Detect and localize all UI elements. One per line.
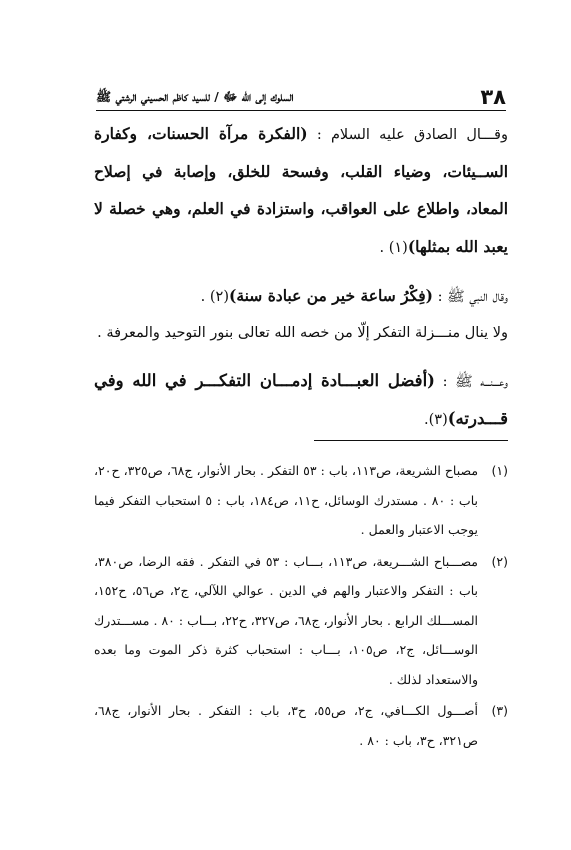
footnote-1 xyxy=(94,456,508,545)
hadith-quote: (فِكْرُ ساعة خير من عبادة سنة) xyxy=(228,286,433,305)
footnote-text: مصـــباح الشـــريعة، ص١١٣، بـــاب : ٥٣ في التفكر . فقه الرضا، ص٣٨٠، باب : التفكر والاعتبار والهم في الدين . عوالي اللآلي، ج٢، ص٥٦، ح١٥٢، المســـلك الرابع . بحار الأنوار، ج٦٨، ص٣٢٧، ح٢٢، بـــاب : ٨٠ . مســـتدرك الوســـائل، ج٢، ص١٠٥، بـــاب : استحباب كثرة ذكر الموت وما بعده والاستعداد لذلك . xyxy=(94,553,479,687)
hadith-quote: (الفكرة مرآة الحسنات، وكفارة الســيئات، وضياء القلب، وفسحة للخلق، وإصابة في إصلاح المعاد، واطلاع على العواقب، واستزادة في العلم، وهي خصلة لا يعبد الله بمثلها) xyxy=(94,124,508,256)
footnote-marker: (١) xyxy=(388,239,408,256)
paragraph-best-worship xyxy=(94,363,508,438)
footnote-number: (٢) xyxy=(491,553,508,569)
paragraph-lead: وعـــنـــه ﷺ : xyxy=(434,374,508,390)
page-number: ٣٨ xyxy=(480,85,506,109)
running-title: السلوك إلى الله ﷻ / للسيد كاظم الحسيني الرشتي ﷺ xyxy=(96,89,294,104)
paragraph-end: . xyxy=(423,411,429,428)
footnote-2 xyxy=(94,547,508,695)
header-rule xyxy=(96,110,506,111)
paragraph-end: . xyxy=(379,239,389,256)
footnote-text: أصـــول الكـــافي، ج٢، ص٥٥، ح٣، باب : التفكر . بحار الأنوار، ج٦٨، ص٣٢١، ح٣، باب : ٨٠ . xyxy=(94,703,478,748)
paragraph-lead: وقال النبي ﷺ : xyxy=(432,289,508,305)
paragraph-end: . xyxy=(200,289,210,305)
footnotes xyxy=(94,456,508,757)
footnote-separator xyxy=(314,440,508,441)
footnote-marker: (٣) xyxy=(428,411,448,428)
running-header xyxy=(96,86,506,110)
footnote-3 xyxy=(94,696,508,755)
footnote-number: (٣) xyxy=(491,703,508,718)
paragraph-tawhid: ولا ينال منـــزلة التفكر إلّا من خصه الله تعالى بنور التوحيد والمعرفة . xyxy=(97,324,508,341)
hadith-quote: (أفضل العبـــادة إدمـــان التفكـــر في الله وفي قـــدرته) xyxy=(94,371,508,428)
paragraph-lead: وقـــال الصادق عليه السلام : xyxy=(307,127,508,143)
main-text xyxy=(94,116,508,438)
footnote-marker: (٢) xyxy=(209,289,229,305)
footnote-number: (١) xyxy=(491,463,508,478)
paragraph-prophet-quote xyxy=(94,278,508,316)
paragraph-sadiq-quote xyxy=(94,116,508,266)
footnote-text: مصباح الشريعة، ص١١٣، باب : ٥٣ التفكر . بحار الأنوار، ج٦٨، ص٣٢٥، ح٢٠، باب : ٨٠ . مستدرك الوسائل، ح١١، ص١٨٤، باب : ٥ استحباب التفكر فيما يوجب الاعتبار والعمل . xyxy=(94,463,479,537)
